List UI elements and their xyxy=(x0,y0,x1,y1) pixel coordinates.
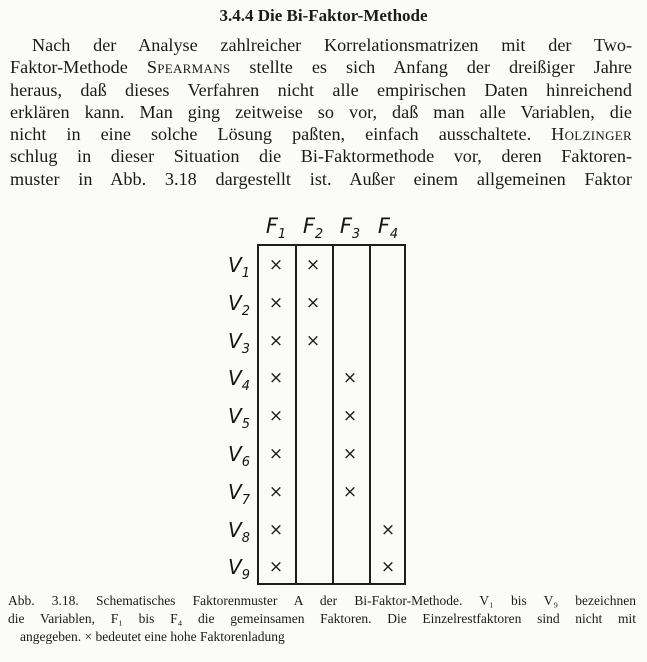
high-loading-mark: × xyxy=(342,481,358,502)
high-loading-mark: × xyxy=(268,292,284,313)
high-loading-mark: × xyxy=(342,406,358,427)
high-loading-mark: × xyxy=(268,519,284,540)
author-name: Holzinger xyxy=(551,124,632,145)
high-loading-mark: × xyxy=(305,255,321,275)
high-loading-mark: × xyxy=(342,444,358,464)
high-loading-mark: × xyxy=(268,557,284,578)
high-loading-mark: × xyxy=(268,330,284,351)
variable-label: $V_2$ xyxy=(228,290,250,319)
paragraph-line: muster in Abb. 3.18 dargestellt ist. Außer einem allgemeinen Faktor xyxy=(10,168,632,189)
author-name: Spearmans xyxy=(146,57,231,78)
paragraph-line: schlug in dieser Situation die Bi-Faktormethode vor, deren Faktoren- xyxy=(10,146,632,167)
high-loading-mark: × xyxy=(268,481,284,502)
factor-header: $F_2$ xyxy=(302,214,324,243)
section-number: 3.4.4 xyxy=(219,6,254,25)
section-heading xyxy=(0,6,647,26)
paragraph-line: nicht in eine solche Lösung paßten, einfach ausschaltete. Holzinger xyxy=(10,124,632,145)
variable-label: $V_5$ xyxy=(228,404,250,433)
paragraph-line: Faktor-Methode Spearmans stellte es sich Anfang der dreißiger Jahre xyxy=(10,57,632,78)
section-title: Die Bi-Faktor-Methode xyxy=(257,6,428,25)
body-paragraph xyxy=(10,34,632,190)
high-loading-mark: × xyxy=(342,368,358,389)
variable-label: $V_4$ xyxy=(228,366,250,395)
caption-line: die Variablen, F₁ bis F₄ die gemeinsamen Faktoren. Die Einzelrestfaktoren sind nicht mit xyxy=(8,611,636,626)
caption-line: Abb. 3.18. Schematisches Faktorenmuster A der Bi-Faktor-Methode. V₁ bis V₉ bezeichnen xyxy=(8,593,636,608)
caption-line: angegeben. × bedeutet eine hohe Faktorenladung xyxy=(20,629,285,644)
paragraph-line: erklären kann. Man ging zeitweise so vor, daß man alle Variablen, die xyxy=(10,101,632,122)
high-loading-mark: × xyxy=(268,444,284,464)
figure-caption xyxy=(8,592,636,646)
high-loading-mark: × xyxy=(380,519,396,540)
variable-label: $V_6$ xyxy=(228,442,250,470)
factor-header: $F_4$ xyxy=(377,214,399,243)
high-loading-mark: × xyxy=(380,557,396,578)
high-loading-mark: × xyxy=(268,368,284,389)
variable-label: $V_9$ xyxy=(228,555,250,584)
variable-label: $V_7$ xyxy=(228,479,250,508)
variable-label: $V_1$ xyxy=(228,253,250,281)
factor-header: $F_3$ xyxy=(339,214,361,243)
high-loading-mark: × xyxy=(305,330,321,351)
factor-header: $F_1$ xyxy=(265,214,287,243)
high-loading-mark: × xyxy=(268,255,284,275)
variable-label: $V_3$ xyxy=(228,328,250,357)
paragraph-line: Nach der Analyse zahlreicher Korrelationsmatrizen mit der Two- xyxy=(32,35,632,55)
variable-label: $V_8$ xyxy=(228,517,250,546)
paragraph-line: heraus, daß dieses Verfahren nicht alle empirischen Daten hinreichend xyxy=(10,79,632,100)
high-loading-mark: × xyxy=(268,406,284,427)
high-loading-mark: × xyxy=(305,292,321,313)
